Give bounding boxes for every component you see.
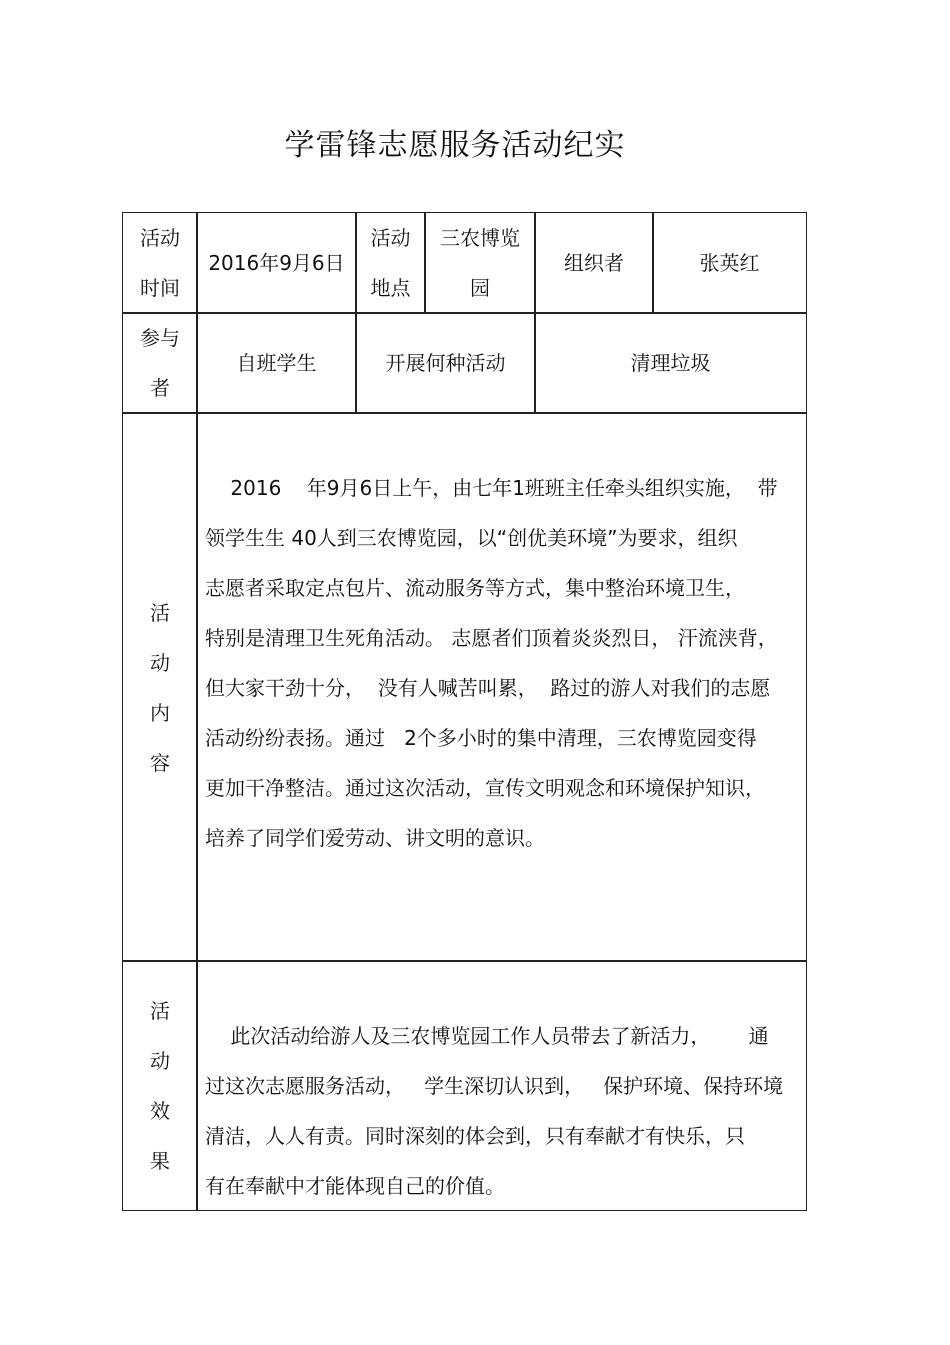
activity-value: 清理垃圾 bbox=[630, 351, 711, 375]
organizer-label-cell bbox=[534, 212, 654, 314]
time-value-cell bbox=[196, 212, 357, 314]
content-line: 更加干净整洁。通过这次活动，宣传文明观念和环境保护知识， bbox=[205, 776, 765, 800]
time-label-cell bbox=[122, 212, 198, 314]
place-value-cell bbox=[424, 212, 536, 314]
content-label-char: 容 bbox=[150, 751, 170, 775]
content-paragraph bbox=[205, 463, 778, 863]
place-label-line1: 活动 bbox=[370, 226, 411, 250]
content-text-cell bbox=[196, 412, 807, 962]
effect-paragraph bbox=[205, 1011, 783, 1211]
time-label-line2: 时间 bbox=[140, 276, 180, 300]
effect-label-char: 动 bbox=[150, 1049, 170, 1073]
content-line: 活动纷纷表扬。通过 2个多小时的集中清理，三农博览园变得 bbox=[205, 726, 757, 750]
effect-line: 过这次志愿服务活动， 学生深切认识到， 保护环境、保持环境 bbox=[205, 1074, 784, 1098]
participant-label-line1: 参与 bbox=[140, 326, 180, 350]
content-label-cell bbox=[122, 412, 198, 962]
effect-line: 此次活动给游人及三农博览园工作人员带去了新活力， 通 bbox=[205, 1024, 769, 1048]
place-value-line1: 三农博览 bbox=[440, 226, 520, 250]
effect-label-cell bbox=[122, 960, 198, 1211]
effect-label-char: 果 bbox=[150, 1149, 170, 1173]
effect-line: 有在奉献中才能体现自己的价值。 bbox=[205, 1174, 505, 1198]
place-value-line2: 园 bbox=[470, 276, 490, 300]
activity-value-cell bbox=[534, 312, 807, 414]
organizer-value: 张英红 bbox=[699, 251, 760, 275]
activity-label: 开展何种活动 bbox=[385, 351, 506, 375]
time-value: 2016年9月6日 bbox=[208, 251, 345, 275]
time-label-line1: 活动 bbox=[140, 226, 180, 250]
content-label-char: 活 bbox=[150, 601, 170, 625]
organizer-label: 组织者 bbox=[564, 251, 624, 275]
content-line: 培养了同学们爱劳动、讲文明的意识。 bbox=[205, 826, 545, 850]
content-label-char: 内 bbox=[150, 701, 170, 725]
participant-value: 自班学生 bbox=[236, 351, 317, 375]
content-line: 志愿者采取定点包片、流动服务等方式，集中整治环境卫生， bbox=[205, 576, 745, 600]
document-title: 学雷锋志愿服务活动纪实 bbox=[284, 128, 626, 163]
effect-label-char: 活 bbox=[150, 999, 170, 1023]
activity-label-cell bbox=[355, 312, 536, 414]
content-line: 但大家干劲十分， 没有人喊苦叫累， 路过的游人对我们的志愿 bbox=[205, 676, 771, 700]
content-line: 领学生生 40人到三农博览园，以“创优美环境”为要求，组织 bbox=[205, 526, 738, 550]
effect-text-cell bbox=[196, 960, 807, 1211]
content-label-char: 动 bbox=[150, 651, 170, 675]
effect-label-char: 效 bbox=[150, 1099, 170, 1123]
organizer-value-cell bbox=[652, 212, 807, 314]
participant-label-cell bbox=[122, 312, 198, 414]
participant-value-cell bbox=[196, 312, 357, 414]
place-label-cell bbox=[355, 212, 426, 314]
content-line: 特别是清理卫生死角活动。 志愿者们顶着炎炎烈日， 汗流浃背， bbox=[205, 626, 778, 650]
participant-label-line2: 者 bbox=[150, 376, 170, 400]
place-label-line2: 地点 bbox=[370, 276, 411, 300]
effect-line: 清洁，人人有责。同时深刻的体会到，只有奉献才有快乐，只 bbox=[205, 1124, 745, 1148]
content-line: 2016 年9月6日上午，由七年1班班主任牵头组织实施， 带 bbox=[205, 476, 778, 500]
